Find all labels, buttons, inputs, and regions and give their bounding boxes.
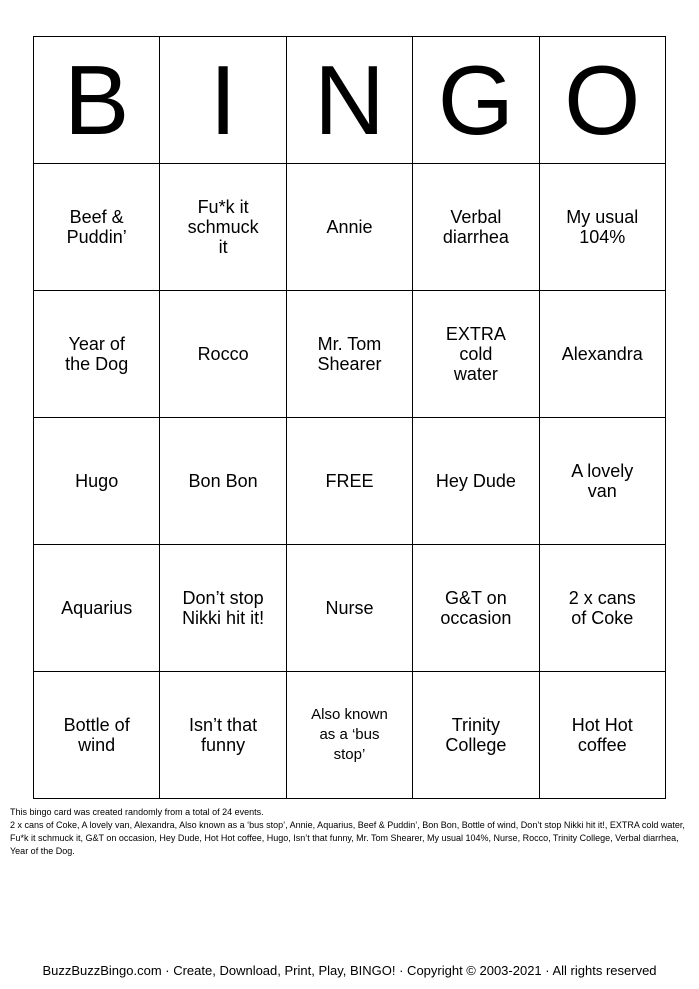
- bingo-row-1: [34, 164, 666, 291]
- header-letter-b: B: [34, 37, 160, 164]
- cell-text: G&T on occasion: [440, 588, 512, 628]
- cell-text: Annie: [326, 217, 373, 237]
- bingo-cell: [160, 672, 286, 799]
- bingo-cell: [286, 672, 412, 799]
- header-row: [34, 37, 666, 164]
- cell-text: Hey Dude: [435, 471, 516, 491]
- cell-text: Hot Hot coffee: [571, 715, 633, 755]
- bingo-cell: [160, 291, 286, 418]
- bingo-cell: [34, 545, 160, 672]
- cell-text: Nurse: [325, 598, 374, 618]
- bingo-cell: [286, 545, 412, 672]
- cell-text: 2 x cans of Coke: [568, 588, 636, 628]
- cell-text: Trinity College: [445, 715, 507, 755]
- site-footer: BuzzBuzzBingo.com · Create, Download, Print, Play, BINGO! · Copyright © 2003-2021 · All rights reserved: [42, 963, 657, 978]
- card-footnote: [10, 806, 690, 858]
- cell-text: Bottle of wind: [63, 715, 130, 755]
- cell-text: Aquarius: [61, 598, 133, 618]
- free-space-cell: [286, 418, 412, 545]
- bingo-cell: [34, 418, 160, 545]
- cell-text: Also known as a ‘bus stop’: [311, 706, 388, 763]
- cell-text: Mr. Tom Shearer: [317, 334, 382, 374]
- bingo-cell: [413, 418, 539, 545]
- bingo-cell: [286, 291, 412, 418]
- bingo-cell: [413, 164, 539, 291]
- cell-text: Fu*k it schmuck it: [187, 197, 259, 257]
- bingo-row-4: [34, 545, 666, 672]
- header-letter-n: N: [286, 37, 412, 164]
- bingo-cell: [34, 672, 160, 799]
- bingo-cell: [413, 672, 539, 799]
- bingo-card: [33, 36, 666, 799]
- cell-text: Alexandra: [561, 344, 643, 364]
- cell-text: Hugo: [75, 471, 119, 491]
- cell-text: Year of the Dog: [65, 334, 129, 374]
- bingo-cell: [539, 545, 665, 672]
- bingo-cell: [539, 291, 665, 418]
- cell-text: My usual 104%: [566, 207, 639, 247]
- free-space-label: FREE: [325, 471, 374, 491]
- cell-text: Rocco: [197, 344, 249, 364]
- cell-text: Verbal diarrhea: [442, 207, 509, 247]
- bingo-cell: [539, 672, 665, 799]
- header-letter-o: O: [539, 37, 665, 164]
- bingo-cell: [160, 164, 286, 291]
- bingo-cell: [413, 291, 539, 418]
- header-letter-i: I: [160, 37, 286, 164]
- bingo-cell: [34, 164, 160, 291]
- bingo-row-5: [34, 672, 666, 799]
- footnote-events-list: 2 x cans of Coke, A lovely van, Alexandra, Also known as a ‘bus stop’, Annie, Aquarius, Beef & Puddin’, Bon Bon, Bottle of wind, Don’t stop Nikki hit it!, EXTRA cold water, Fu*k it schmuck it, G&T on occasion, Hey Dude, Hot Hot coffee, Hugo, Isn’t that funny, Mr. Tom Shearer, My usual 104%, Nurse, Rocco, Trinity College, Verbal diarrhea, Year of the Dog.: [10, 820, 685, 856]
- cell-text: Don’t stop Nikki hit it!: [182, 588, 265, 628]
- bingo-cell: [539, 164, 665, 291]
- cell-text: Isn’t that funny: [189, 715, 258, 755]
- bingo-cell: [539, 418, 665, 545]
- bingo-cell: [34, 291, 160, 418]
- cell-text: Beef & Puddin’: [66, 207, 127, 247]
- bingo-cell: [160, 418, 286, 545]
- bingo-row-3: [34, 418, 666, 545]
- header-letter-g: G: [413, 37, 539, 164]
- footnote-intro: This bingo card was created randomly from a total of 24 events.: [10, 807, 264, 817]
- bingo-cell: [286, 164, 412, 291]
- bingo-cell: [160, 545, 286, 672]
- cell-text: Bon Bon: [188, 471, 258, 491]
- bingo-row-2: [34, 291, 666, 418]
- bingo-cell: [413, 545, 539, 672]
- cell-text: A lovely van: [571, 461, 634, 501]
- cell-text: EXTRA cold water: [445, 324, 506, 384]
